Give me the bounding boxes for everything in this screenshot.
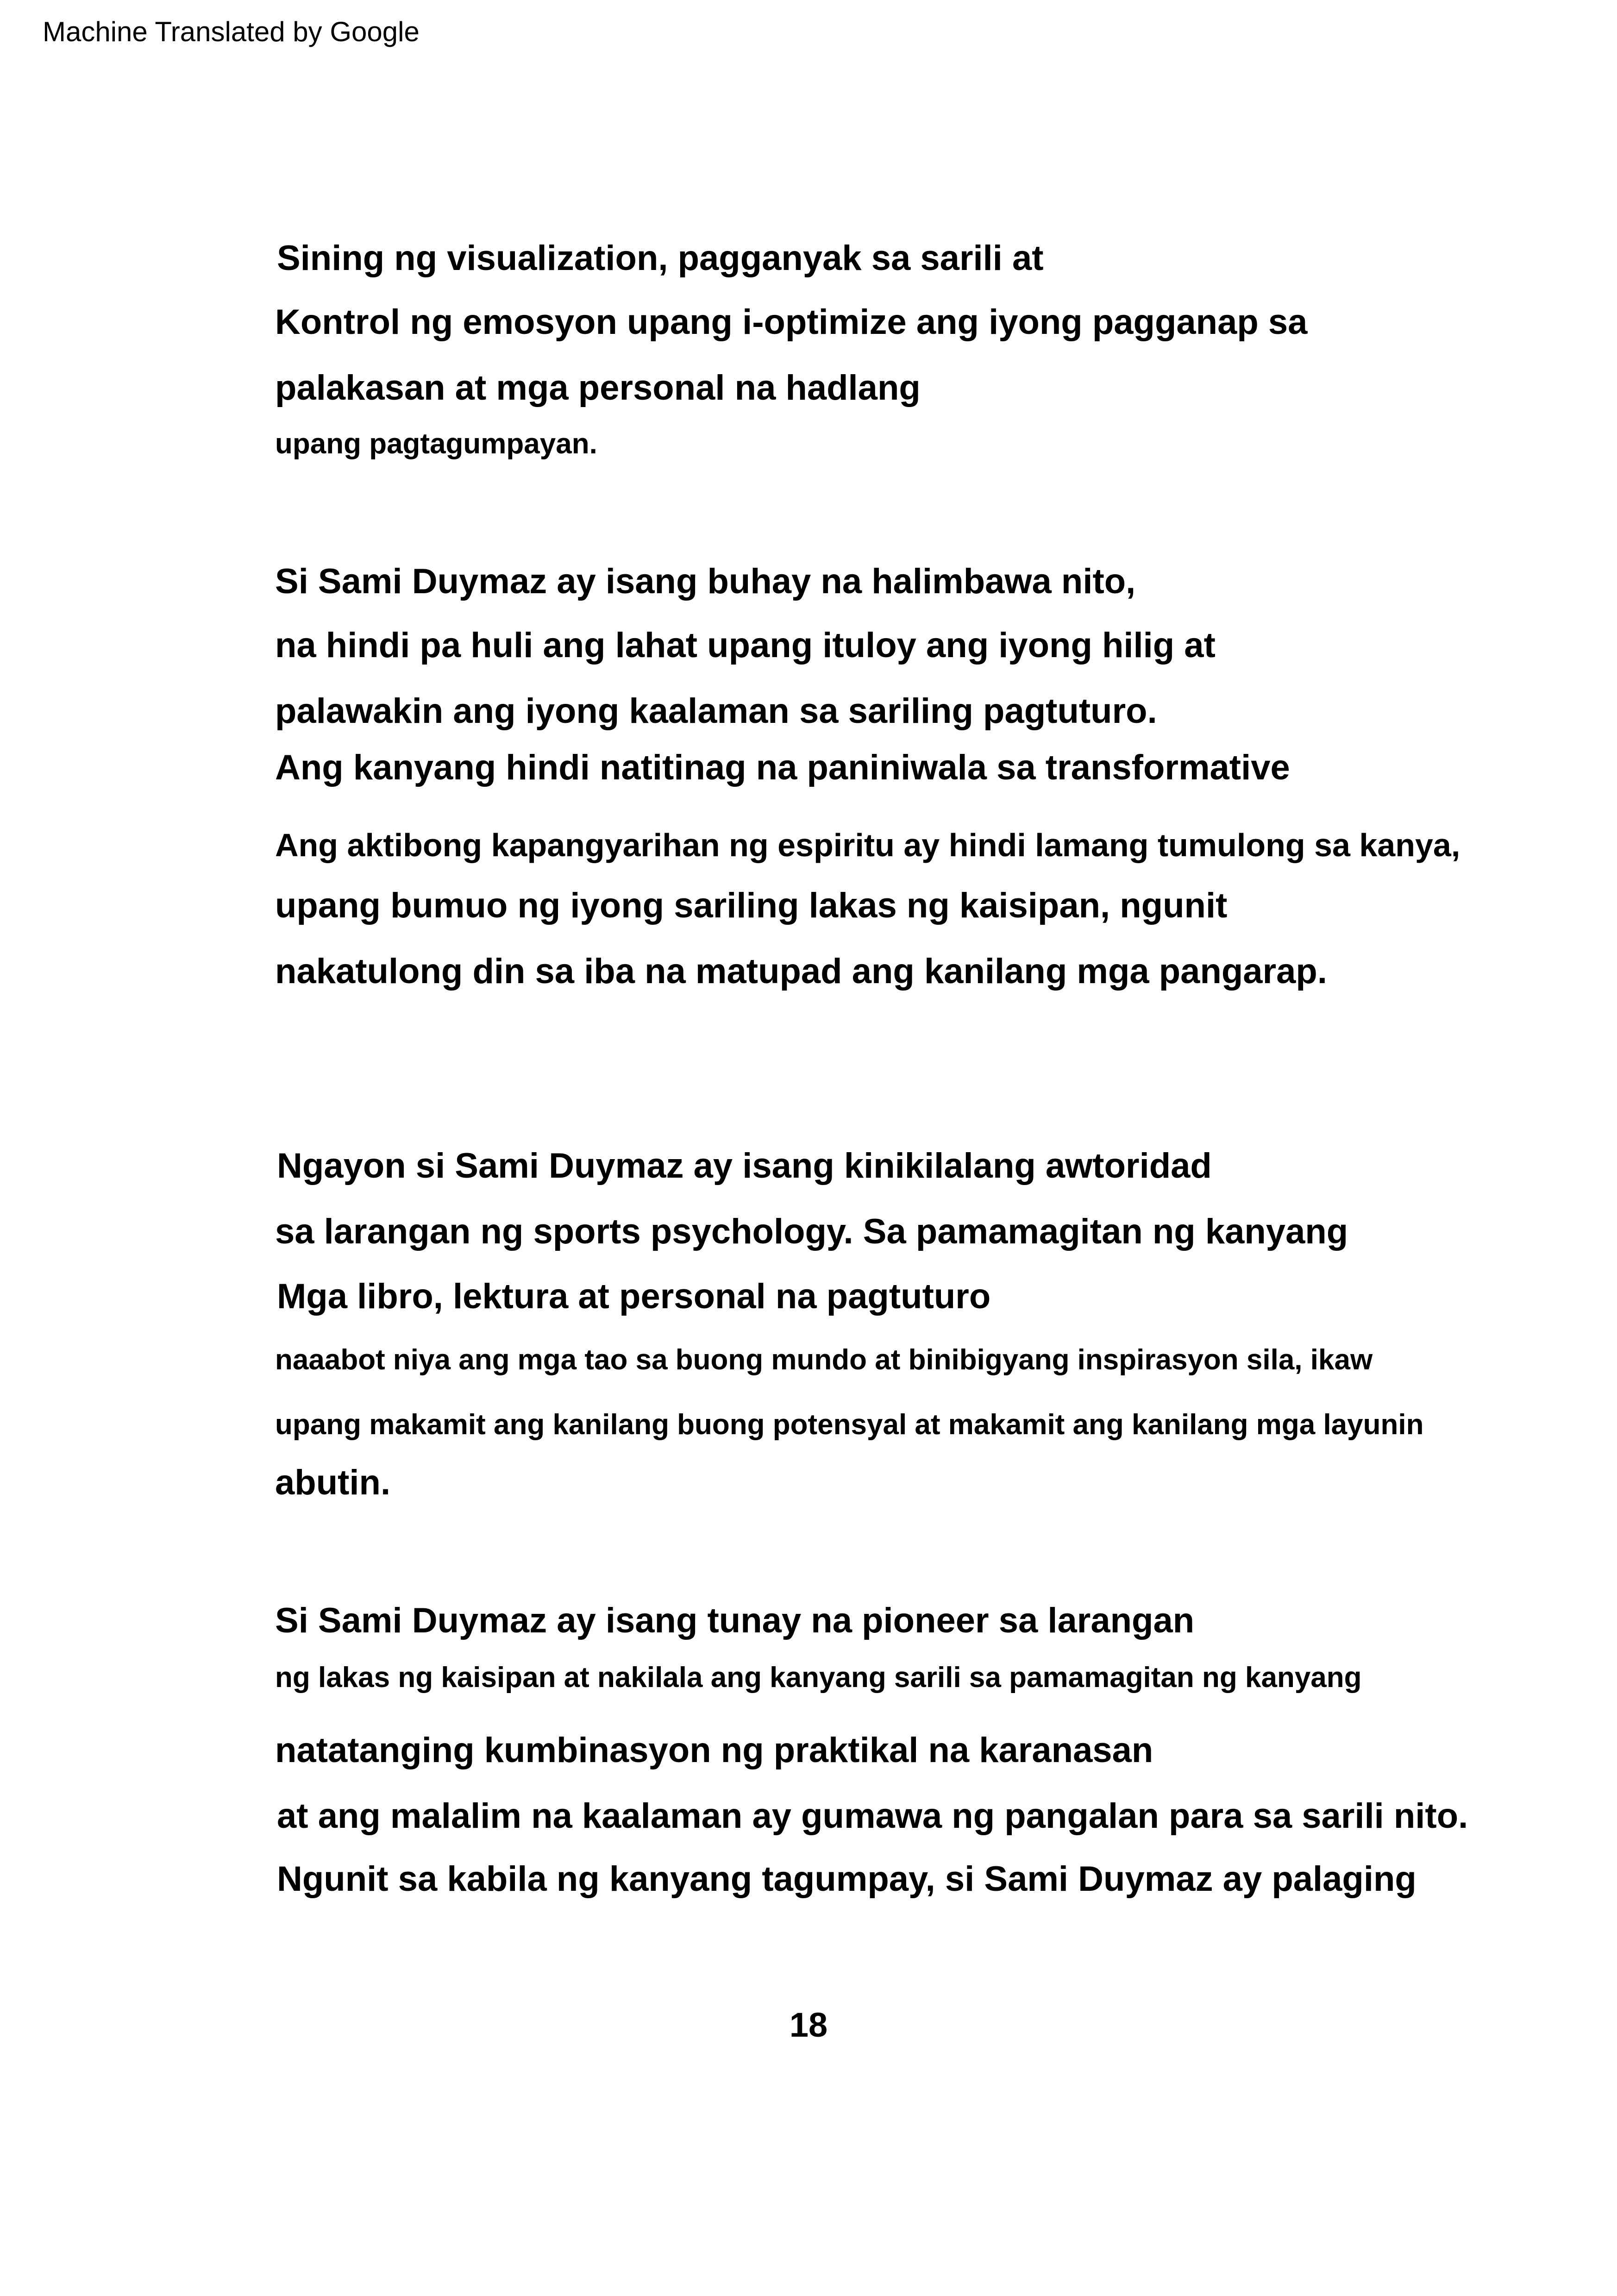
text-line: Si Sami Duymaz ay isang buhay na halimbawa nito, — [275, 562, 1136, 601]
text-line: upang bumuo ng iyong sariling lakas ng kaisipan, ngunit — [275, 886, 1228, 925]
text-line: nakatulong din sa iba na matupad ang kanilang mga pangarap. — [275, 952, 1327, 991]
text-line: upang makamit ang kanilang buong potensyal at makamit ang kanilang mga layunin — [275, 1409, 1424, 1441]
text-line: Si Sami Duymaz ay isang tunay na pioneer sa larangan — [275, 1601, 1195, 1640]
machine-translation-note: Machine Translated by Google — [43, 16, 420, 47]
text-line: Ang aktibong kapangyarihan ng espiritu ay hindi lamang tumulong sa kanya, — [275, 827, 1460, 863]
text-line: Sining ng visualization, pagganyak sa sarili at — [277, 238, 1044, 278]
text-line: Ngunit sa kabila ng kanyang tagumpay, si Sami Duymaz ay palaging — [277, 1859, 1416, 1899]
text-line: ng lakas ng kaisipan at nakilala ang kanyang sarili sa pamamagitan ng kanyang — [275, 1662, 1362, 1694]
text-line: abutin. — [275, 1463, 391, 1502]
text-line: natatanging kumbinasyon ng praktikal na karanasan — [275, 1731, 1153, 1770]
text-line: Ang kanyang hindi natitinag na paniniwala sa transformative — [275, 748, 1290, 787]
text-line: Kontrol ng emosyon upang i-optimize ang iyong pagganap sa — [275, 302, 1308, 342]
page-number: 18 — [789, 2006, 828, 2044]
text-line: sa larangan ng sports psychology. Sa pamamagitan ng kanyang — [275, 1212, 1348, 1251]
text-line: at ang malalim na kaalaman ay gumawa ng pangalan para sa sarili nito. — [277, 1796, 1468, 1836]
text-line: naaabot niya ang mga tao sa buong mundo at binibigyang inspirasyon sila, ikaw — [275, 1344, 1373, 1376]
text-line: na hindi pa huli ang lahat upang ituloy ang iyong hilig at — [275, 626, 1216, 665]
text-line: palakasan at mga personal na hadlang — [275, 368, 921, 408]
text-line: upang pagtagumpayan. — [275, 428, 597, 460]
text-line: Mga libro, lektura at personal na pagtuturo — [277, 1277, 991, 1316]
text-line: palawakin ang iyong kaalaman sa sariling pagtuturo. — [275, 691, 1157, 731]
text-line: Ngayon si Sami Duymaz ay isang kinikilalang awtoridad — [277, 1146, 1212, 1186]
